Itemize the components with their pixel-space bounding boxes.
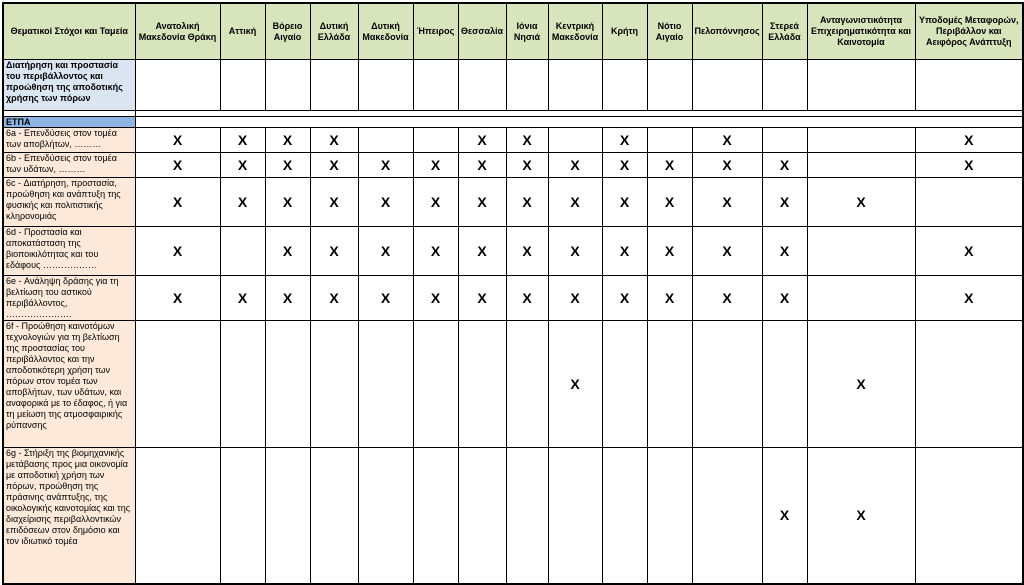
- table-cell: [506, 448, 548, 585]
- table-cell: [220, 321, 265, 448]
- table-cell: X: [915, 153, 1023, 178]
- table-cell: X: [647, 276, 692, 321]
- table-cell: X: [506, 128, 548, 153]
- table-cell: [135, 321, 220, 448]
- table-cell: X: [762, 276, 807, 321]
- objective-label: 6g - Στήριξη της βιομηχανικής μετάβασης προς μια οικονομία με αποδοτική χρήση των πόρων, προώθηση της πράσινης ανάπτυξης, της οικολογικής καινοτομίας και της διαχείρισης περιβαλλοντικών επιδόσεων στον δημόσιο και τον ιδιωτικό τομέα: [3, 448, 135, 585]
- objective-label: 6d - Προστασία και αποκατάσταση της βιοποικιλότητας και του εδάφους ………………: [3, 227, 135, 276]
- column-header: Ανταγωνιστικότητα Επιχειρηματικότητα και Καινοτομία: [807, 3, 915, 60]
- table-row: [3, 128, 1023, 153]
- table-cell: X: [915, 128, 1023, 153]
- table-cell: X: [265, 227, 310, 276]
- table-cell: X: [762, 178, 807, 227]
- table-cell: [647, 321, 692, 448]
- table-cell: X: [692, 178, 762, 227]
- table-cell: X: [548, 276, 602, 321]
- table-cell: [647, 448, 692, 585]
- table-cell: X: [506, 153, 548, 178]
- table-cell: X: [647, 227, 692, 276]
- table-cell: [506, 60, 548, 111]
- objective-label: 6e - Ανάληψη δράσης για τη βελτίωση του αστικού περιβάλλοντος, ………………….: [3, 276, 135, 321]
- column-header: Ιόνια Νησιά: [506, 3, 548, 60]
- table-cell: X: [220, 178, 265, 227]
- table-cell: X: [692, 153, 762, 178]
- table-cell: X: [602, 153, 647, 178]
- table-cell: [915, 448, 1023, 585]
- table-cell: [220, 60, 265, 111]
- objective-label: 6f - Προώθηση καινοτόμων τεχνολογιών για τη βελτίωση της προστασίας του περιβάλλοντος και την αποδοτικότερη χρήση των πόρων στον τομέα των αποβλήτων, των υδάτων, και αναφορικά με το έδαφος, ή για τη μείωση της ατμοσφαιρικής ρύπανσης: [3, 321, 135, 448]
- table-cell: [692, 321, 762, 448]
- table-cell: X: [807, 448, 915, 585]
- table-cell: [915, 178, 1023, 227]
- table-cell: X: [807, 321, 915, 448]
- table-cell: [647, 60, 692, 111]
- column-header: Ανατολική Μακεδονία Θράκη: [135, 3, 220, 60]
- table-cell: [762, 321, 807, 448]
- table-cell: [358, 321, 413, 448]
- table-row: [3, 321, 1023, 448]
- table-cell: [458, 448, 506, 585]
- table-cell: [135, 117, 1023, 128]
- table-cell: [220, 448, 265, 585]
- table-cell: X: [692, 276, 762, 321]
- table-cell: [807, 153, 915, 178]
- table-cell: X: [602, 227, 647, 276]
- table-cell: [310, 448, 358, 585]
- table-cell: [647, 128, 692, 153]
- table-row: [3, 276, 1023, 321]
- column-header: Βόρειο Αιγαίο: [265, 3, 310, 60]
- table-cell: X: [548, 321, 602, 448]
- table-cell: X: [220, 128, 265, 153]
- table-cell: X: [506, 178, 548, 227]
- goal-title: Διατήρηση και προστασία του περιβάλλοντος και προώθηση της αποδοτικής χρήσης των πόρων: [3, 60, 135, 111]
- table-cell: [413, 448, 458, 585]
- table-cell: [807, 276, 915, 321]
- table-cell: X: [506, 276, 548, 321]
- thematic-objectives-table: [2, 2, 1024, 585]
- table-cell: [762, 60, 807, 111]
- table-cell: X: [762, 153, 807, 178]
- table-cell: X: [358, 227, 413, 276]
- table-cell: [807, 128, 915, 153]
- table-cell: X: [310, 178, 358, 227]
- column-header: Στερεά Ελλάδα: [762, 3, 807, 60]
- table-row: [3, 448, 1023, 585]
- table-cell: X: [915, 227, 1023, 276]
- table-cell: [358, 60, 413, 111]
- table-cell: X: [135, 178, 220, 227]
- table-cell: [915, 60, 1023, 111]
- column-header: Κεντρική Μακεδονία: [548, 3, 602, 60]
- table-cell: X: [310, 227, 358, 276]
- column-header: Δυτική Ελλάδα: [310, 3, 358, 60]
- table-cell: [692, 60, 762, 111]
- table-cell: X: [135, 128, 220, 153]
- table-cell: X: [135, 276, 220, 321]
- table-cell: [692, 448, 762, 585]
- column-header: Δυτική Μακεδονία: [358, 3, 413, 60]
- fund-label: ΕΤΠΑ: [3, 117, 135, 128]
- objective-label: 6c - Διατήρηση, προστασία, προώθηση και ανάπτυξη της φυσικής και πολιτιστικής κληρονομιάς: [3, 178, 135, 227]
- corner-header: Θεματικοί Στόχοι και Ταμεία: [3, 3, 135, 60]
- fund-row: [3, 117, 1023, 128]
- table-cell: [135, 60, 220, 111]
- column-header: Ήπειρος: [413, 3, 458, 60]
- table-cell: X: [602, 276, 647, 321]
- table-cell: X: [458, 227, 506, 276]
- table-cell: X: [135, 153, 220, 178]
- table-cell: [265, 448, 310, 585]
- table-cell: X: [135, 227, 220, 276]
- table-cell: [602, 448, 647, 585]
- table-cell: X: [762, 448, 807, 585]
- header-row: [3, 3, 1023, 60]
- table-cell: X: [310, 128, 358, 153]
- table-cell: X: [265, 178, 310, 227]
- table-cell: X: [548, 178, 602, 227]
- column-header: Νότιο Αιγαίο: [647, 3, 692, 60]
- table-cell: [310, 60, 358, 111]
- table-cell: X: [602, 178, 647, 227]
- table-cell: [220, 227, 265, 276]
- table-cell: X: [602, 128, 647, 153]
- table-row: [3, 227, 1023, 276]
- table-cell: [135, 448, 220, 585]
- table-cell: X: [358, 153, 413, 178]
- table-cell: [413, 60, 458, 111]
- table-cell: X: [358, 178, 413, 227]
- table-row: [3, 153, 1023, 178]
- table-cell: X: [458, 178, 506, 227]
- table-cell: X: [506, 227, 548, 276]
- table-cell: [310, 321, 358, 448]
- table-cell: X: [548, 153, 602, 178]
- table-cell: X: [413, 178, 458, 227]
- table-cell: X: [458, 276, 506, 321]
- table-cell: X: [413, 227, 458, 276]
- table-cell: [807, 227, 915, 276]
- goal-row: [3, 60, 1023, 111]
- objective-label: 6b - Επενδύσεις στον τομέα των υδάτων, ………: [3, 153, 135, 178]
- table-cell: [413, 321, 458, 448]
- table-cell: [458, 321, 506, 448]
- table-cell: X: [647, 178, 692, 227]
- table-cell: X: [413, 276, 458, 321]
- table-cell: [762, 128, 807, 153]
- table-cell: X: [265, 153, 310, 178]
- table-cell: [602, 60, 647, 111]
- table-cell: X: [548, 227, 602, 276]
- table-cell: X: [692, 227, 762, 276]
- table-cell: [358, 128, 413, 153]
- table-cell: [413, 128, 458, 153]
- table-cell: [602, 321, 647, 448]
- table-row: [3, 178, 1023, 227]
- table-cell: [548, 128, 602, 153]
- column-header: Αττική: [220, 3, 265, 60]
- table-cell: X: [762, 227, 807, 276]
- column-header: Υποδομές Μεταφορών, Περιβάλλον και Αειφόρος Ανάπτυξη: [915, 3, 1023, 60]
- table-cell: X: [458, 153, 506, 178]
- table-cell: X: [220, 153, 265, 178]
- table-cell: [265, 60, 310, 111]
- table-cell: [807, 60, 915, 111]
- table-cell: [265, 321, 310, 448]
- table-cell: [915, 321, 1023, 448]
- table-cell: [358, 448, 413, 585]
- objective-label: 6a - Επενδύσεις στον τομέα των αποβλήτων, ………: [3, 128, 135, 153]
- column-header: Πελοπόννησος: [692, 3, 762, 60]
- table-cell: X: [915, 276, 1023, 321]
- table-cell: X: [413, 153, 458, 178]
- table-cell: X: [220, 276, 265, 321]
- table-cell: X: [358, 276, 413, 321]
- table-cell: X: [807, 178, 915, 227]
- table-cell: X: [692, 128, 762, 153]
- table-cell: X: [647, 153, 692, 178]
- column-header: Κρήτη: [602, 3, 647, 60]
- table-cell: X: [265, 128, 310, 153]
- table-cell: [506, 321, 548, 448]
- table-cell: X: [458, 128, 506, 153]
- table-cell: X: [310, 153, 358, 178]
- column-header: Θεσσαλία: [458, 3, 506, 60]
- table-cell: [548, 60, 602, 111]
- table-cell: [548, 448, 602, 585]
- table-cell: X: [265, 276, 310, 321]
- table-cell: [458, 60, 506, 111]
- table-cell: X: [310, 276, 358, 321]
